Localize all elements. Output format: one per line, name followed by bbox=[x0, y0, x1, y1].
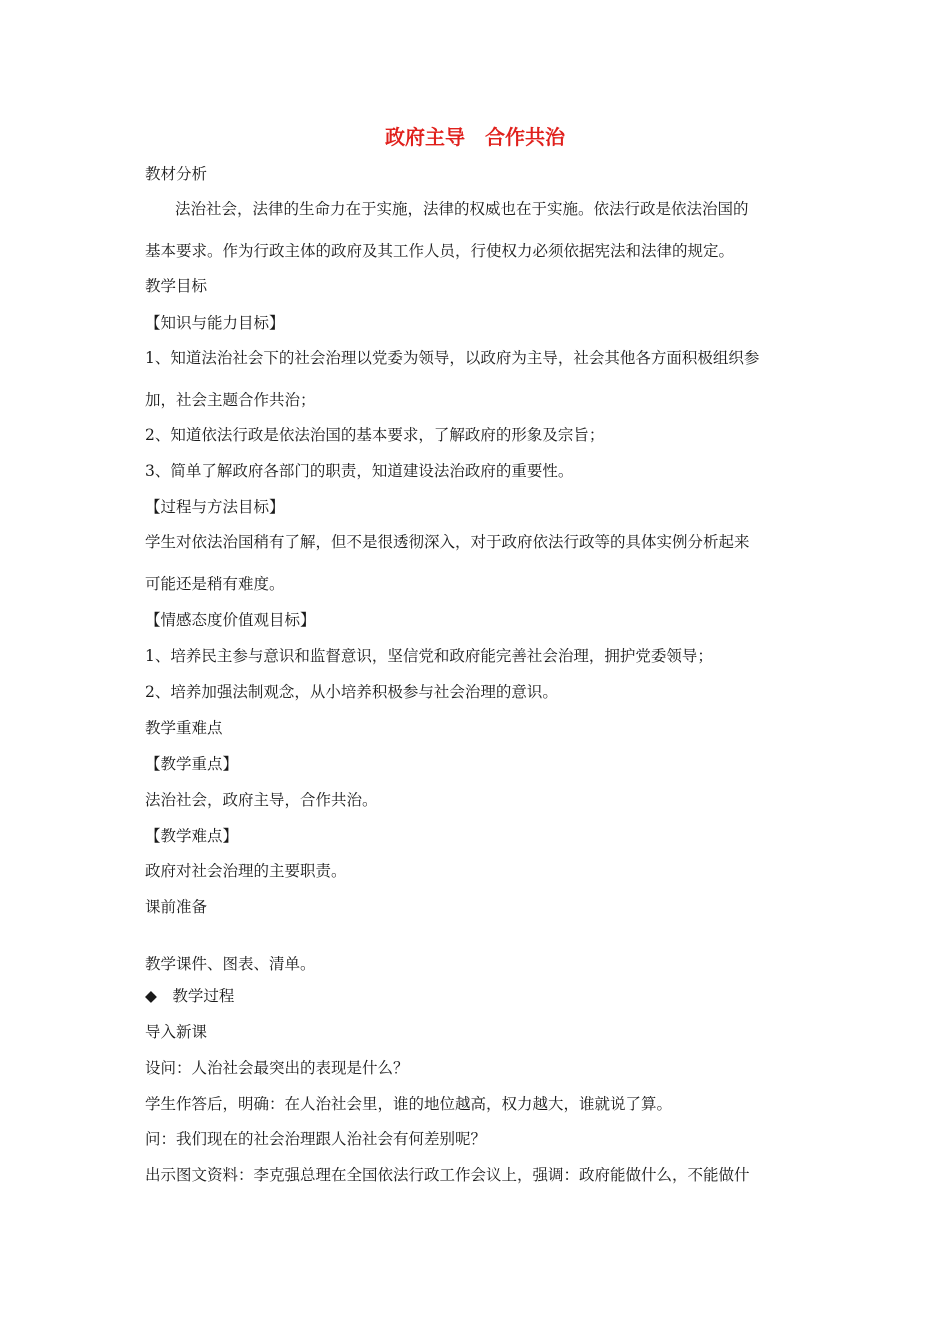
paragraph-line: 可能还是稍有难度。 bbox=[145, 575, 285, 593]
document-title: 政府主导 合作共治 bbox=[385, 125, 565, 149]
paragraph-line: 1、知道法治社会下的社会治理以党委为领导，以政府为主导，社会其他各方面积极组织参 bbox=[145, 349, 760, 367]
paragraph-line: 出示图文资料：李克强总理在全国依法行政工作会议上，强调：政府能做什么，不能做什 bbox=[145, 1166, 750, 1184]
subsection-heading: 【教学难点】 bbox=[145, 827, 239, 845]
section-heading: 教学重难点 bbox=[145, 719, 223, 737]
paragraph-line: 基本要求。作为行政主体的政府及其工作人员，行使权力必须依据宪法和法律的规定。 bbox=[145, 242, 735, 260]
subsection-heading: 【情感态度价值观目标】 bbox=[145, 611, 316, 629]
paragraph-line: 设问：人治社会最突出的表现是什么？ bbox=[145, 1059, 409, 1077]
paragraph-line: 教学课件、图表、清单。 bbox=[145, 955, 316, 973]
paragraph-line: 法治社会，政府主导，合作共治。 bbox=[145, 791, 378, 809]
subsection-heading: 【过程与方法目标】 bbox=[145, 498, 285, 516]
paragraph-line: 加，社会主题合作共治； bbox=[145, 391, 316, 409]
section-heading: 教材分析 bbox=[145, 165, 208, 183]
section-heading: 教学目标 bbox=[145, 277, 208, 295]
paragraph-line: 问：我们现在的社会治理跟人治社会有何差别呢？ bbox=[145, 1130, 487, 1148]
paragraph-line: 学生对依法治国稍有了解，但不是很透彻深入，对于政府依法行政等的具体实例分析起来 bbox=[145, 533, 750, 551]
subsection-heading: 【教学重点】 bbox=[145, 755, 239, 773]
section-heading: ◆ 教学过程 bbox=[145, 987, 235, 1005]
paragraph-line: 2、知道依法行政是依法治国的基本要求，了解政府的形象及宗旨； bbox=[145, 426, 605, 444]
paragraph-line: 法治社会，法律的生命力在于实施，法律的权威也在于实施。依法行政是依法治国的 bbox=[175, 200, 749, 218]
subsection-heading: 导入新课 bbox=[145, 1023, 208, 1041]
paragraph-line: 3、简单了解政府各部门的职责，知道建设法治政府的重要性。 bbox=[145, 462, 574, 480]
subsection-heading: 【知识与能力目标】 bbox=[145, 314, 285, 332]
paragraph-line: 学生作答后，明确：在人治社会里，谁的地位越高，权力越大，谁就说了算。 bbox=[145, 1095, 673, 1113]
section-heading: 课前准备 bbox=[145, 898, 208, 916]
paragraph-line: 政府对社会治理的主要职责。 bbox=[145, 862, 347, 880]
paragraph-line: 1、培养民主参与意识和监督意识，坚信党和政府能完善社会治理，拥护党委领导； bbox=[145, 647, 713, 665]
paragraph-line: 2、培养加强法制观念，从小培养积极参与社会治理的意识。 bbox=[145, 683, 558, 701]
